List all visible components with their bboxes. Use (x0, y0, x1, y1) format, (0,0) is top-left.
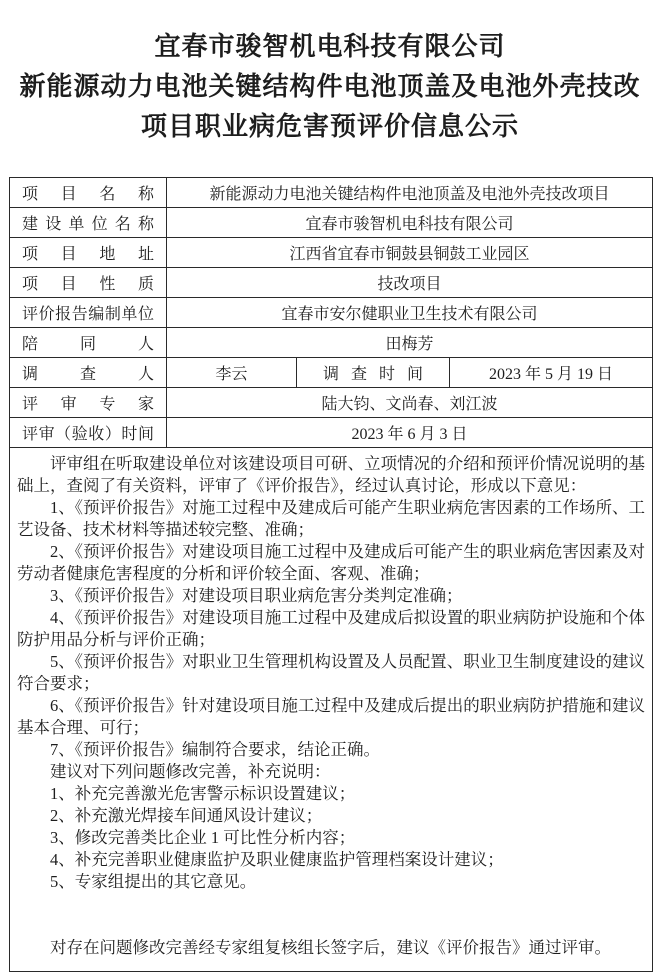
row-value: 李云 (167, 358, 297, 388)
review-comments-cell (10, 448, 653, 972)
row-value: 陆大钧、文尚春、刘江波 (167, 388, 653, 418)
table-row-construction-unit (10, 208, 653, 238)
review-closing-statement: 对存在问题修改完善经专家组复核组长签字后，建议《评价报告》通过评审。 (50, 938, 611, 957)
row-value-investigation-date: 2023 年 5 月 19 日 (450, 358, 653, 388)
row-label: 项目性质 (10, 268, 167, 298)
table-row-review-acceptance-time (10, 418, 653, 448)
row-value: 宜春市骏智机电科技有限公司 (167, 208, 653, 238)
row-value: 田梅芳 (167, 328, 653, 358)
table-row-accompanying-person (10, 328, 653, 358)
review-paragraph: 4、《预评价报告》对建设项目施工过程中及建成后拟设置的职业病防护设施和个体防护用品分析与评价正确； (17, 608, 646, 649)
review-paragraph: 5、专家组提出的其它意见。 (50, 872, 257, 891)
row-value: 技改项目 (167, 268, 653, 298)
row-label: 陪同人 (10, 328, 167, 358)
review-paragraph: 7、《预评价报告》编制符合要求，结论正确。 (50, 740, 380, 759)
row-label: 建设单位名称 (10, 208, 167, 238)
document-title (15, 26, 645, 146)
row-label: 调查人 (10, 358, 167, 388)
table-row-project-name (10, 178, 653, 208)
review-paragraph: 3、修改完善类比企业 1 可比性分析内容； (50, 828, 356, 847)
review-paragraph: 2、补充激光焊接车间通风设计建议； (50, 806, 323, 825)
review-paragraph: 2、《预评价报告》对建设项目施工过程中及建成后可能产生的职业病危害因素及对劳动者健康危害程度的分析和评价较全面、客观、准确； (17, 542, 646, 583)
review-paragraph: 5、《预评价报告》对职业卫生管理机构设置及人员配置、职业卫生制度建设的建议符合要求； (17, 652, 646, 693)
review-paragraph: 1、补充完善激光危害警示标识设置建议； (50, 784, 356, 803)
row-value: 宜春市安尔健职业卫生技术有限公司 (167, 298, 653, 328)
row-label: 评审专家 (10, 388, 167, 418)
row-value: 江西省宜春市铜鼓县铜鼓工业园区 (167, 238, 653, 268)
review-paragraph: 3、《预评价报告》对建设项目职业病危害分类判定准确； (50, 586, 463, 605)
review-paragraph: 6、《预评价报告》针对建设项目施工过程中及建成后提出的职业病防护措施和建议基本合理、可行； (17, 696, 646, 737)
info-table (9, 177, 653, 972)
row-label: 评价报告编制单位 (10, 298, 167, 328)
table-row-report-compiler (10, 298, 653, 328)
row-value: 新能源动力电池关键结构件电池顶盖及电池外壳技改项目 (167, 178, 653, 208)
row-label: 项目名称 (10, 178, 167, 208)
table-row-review-comments (10, 448, 653, 972)
table-row-project-nature (10, 268, 653, 298)
review-paragraph: 4、补充完善职业健康监护及职业健康监护管理档案设计建议； (50, 850, 504, 869)
review-paragraph: 建议对下列问题修改完善，补充说明： (50, 762, 331, 781)
table-row-review-experts (10, 388, 653, 418)
title-company-name: 宜春市骏智机电科技有限公司 (154, 31, 506, 61)
row-label: 评审（验收）时间 (10, 418, 167, 448)
table-row-project-address (10, 238, 653, 268)
table-row-investigator (10, 358, 653, 388)
row-label-investigation-time: 调查时间 (297, 358, 450, 388)
review-paragraph: 评审组在听取建设单位对该建设项目可研、立项情况的介绍和预评价情况说明的基础上，查阅了有关资料，评审了《评价报告》，经过认真讨论，形成以下意见： (17, 454, 646, 495)
title-project-announcement: 新能源动力电池关键结构件电池顶盖及电池外壳技改项目职业病危害预评价信息公示 (19, 71, 641, 141)
review-paragraph: 1、《预评价报告》对施工过程中及建成后可能产生职业病危害因素的工作场所、工艺设备、技术材料等描述较完整、准确； (17, 498, 646, 539)
row-value: 2023 年 6 月 3 日 (167, 418, 653, 448)
row-label: 项目地址 (10, 238, 167, 268)
review-comments-body (17, 453, 645, 893)
